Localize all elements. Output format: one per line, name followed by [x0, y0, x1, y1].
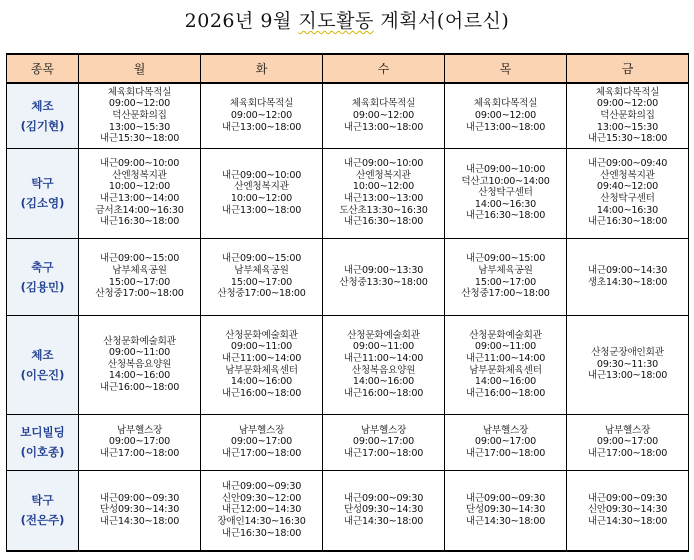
schedule-entry: 내근16:30~18:00 [221, 527, 302, 539]
schedule-entry: 14:00~16:00 [230, 376, 293, 388]
schedule-entry: 덕산문화의집 [600, 109, 655, 121]
schedule-entry: 14:00~16:30 [474, 198, 537, 210]
schedule-entry: 내근09:00~10:00 [465, 164, 546, 176]
instructor-name: (김용민) [20, 279, 65, 294]
instructor-name: (김소영) [20, 196, 65, 210]
table-row [7, 470, 689, 551]
schedule-entry: 산청복음요양원 [107, 358, 172, 370]
schedule-cell [445, 238, 567, 315]
schedule-entry: 내근09:00~09:30 [221, 481, 302, 493]
schedule-entry: 내근17:00~18:00 [587, 447, 668, 459]
schedule-entry: 09:00~17:00 [352, 436, 415, 448]
sport-name: 탁구 [31, 176, 54, 190]
table-row [7, 83, 689, 148]
schedule-entry: 내근16:30~18:00 [343, 216, 424, 228]
schedule-entry: 09:00~12:00 [596, 98, 659, 110]
schedule-entry: 금서초14:00~16:30 [95, 204, 184, 216]
schedule-entry: 남부헬스장 [604, 424, 651, 436]
schedule-cell [201, 148, 323, 238]
schedule-cell [567, 414, 689, 470]
schedule-entry: 내근16:30~18:00 [587, 216, 668, 228]
schedule-entry: 13:00~15:30 [108, 121, 171, 133]
schedule-entry: 14:00~16:00 [474, 376, 537, 388]
header-wednesday: 수 [323, 54, 445, 83]
header-thursday: 목 [445, 54, 567, 83]
schedule-entry: 09:00~11:00 [474, 341, 537, 353]
table-row [7, 414, 689, 470]
schedule-entry: 내근13:00~18:00 [465, 121, 546, 133]
schedule-entry: 산엔청복지관 [234, 181, 289, 193]
schedule-entry: 09:00~12:00 [230, 109, 293, 121]
header-friday: 금 [567, 54, 689, 83]
schedule-entry: 내근14:30~18:00 [343, 516, 424, 528]
schedule-entry: 남부체육공원 [478, 264, 533, 276]
sport-cell [7, 315, 79, 414]
schedule-entry: 09:00~11:00 [352, 341, 415, 353]
schedule-entry: 남부헬스장 [116, 424, 163, 436]
schedule-entry: 09:00~17:00 [230, 436, 293, 448]
schedule-entry: 신안09:30~12:00 [221, 492, 302, 504]
schedule-cell [445, 148, 567, 238]
header-row [7, 54, 689, 83]
schedule-entry: 단성09:30~14:30 [99, 504, 180, 516]
schedule-entry: 남부헬스장 [482, 424, 529, 436]
schedule-entry: 산엔청복지관 [112, 169, 167, 181]
header-tuesday: 화 [201, 54, 323, 83]
schedule-entry: 14:00~16:00 [352, 376, 415, 388]
title-prefix: 2026년 9월 [184, 10, 299, 32]
schedule-cell [79, 414, 201, 470]
schedule-entry: 체육회다목적실 [229, 98, 294, 110]
schedule-table [6, 53, 689, 552]
schedule-entry: 내근11:00~14:00 [343, 352, 424, 364]
schedule-entry: 10:00~12:00 [108, 181, 171, 193]
schedule-entry: 내근09:00~09:30 [465, 492, 546, 504]
schedule-entry: 남부체육공원 [112, 264, 167, 276]
schedule-entry: 덕산문화의집 [112, 109, 167, 121]
schedule-entry: 15:00~17:00 [230, 276, 293, 288]
sport-cell [7, 83, 79, 148]
schedule-entry: 09:00~12:00 [352, 109, 415, 121]
schedule-cell [323, 315, 445, 414]
schedule-entry: 15:00~17:00 [108, 276, 171, 288]
sport-name: 보디빌딩 [20, 425, 65, 439]
schedule-entry: 산청중13:30~18:00 [339, 276, 428, 288]
schedule-entry: 체육회다목적실 [595, 86, 660, 98]
schedule-entry: 내근13:00~18:00 [343, 121, 424, 133]
schedule-cell [323, 238, 445, 315]
sport-cell [7, 148, 79, 238]
schedule-entry: 내근09:00~15:00 [221, 253, 302, 265]
schedule-entry: 내근09:00~13:30 [343, 264, 424, 276]
schedule-entry: 내근15:30~18:00 [587, 133, 668, 145]
schedule-entry: 산엔청복지관 [600, 169, 655, 181]
schedule-cell [79, 83, 201, 148]
schedule-entry: 내근09:00~10:00 [343, 158, 424, 170]
title-suffix: 계획서(어르신) [373, 10, 510, 32]
schedule-cell [323, 470, 445, 551]
schedule-entry: 체육회다목적실 [107, 86, 172, 98]
schedule-entry: 산청군장애인회관 [591, 347, 664, 359]
schedule-entry: 내근09:00~15:00 [99, 253, 180, 265]
schedule-entry: 내근16:30~18:00 [99, 216, 180, 228]
schedule-cell [445, 414, 567, 470]
schedule-entry: 09:00~11:00 [230, 341, 293, 353]
table-row [7, 315, 689, 414]
schedule-entry: 내근09:00~09:40 [587, 158, 668, 170]
schedule-entry: 내근09:00~09:30 [587, 492, 668, 504]
schedule-entry: 10:00~12:00 [230, 193, 293, 204]
schedule-entry: 산청중17:00~18:00 [461, 288, 550, 300]
schedule-entry: 내근11:00~14:00 [465, 352, 546, 364]
header-monday: 월 [79, 54, 201, 83]
schedule-entry: 생초14:30~18:00 [587, 276, 668, 288]
schedule-cell [567, 470, 689, 551]
sport-cell [7, 238, 79, 315]
schedule-entry: 내근16:00~18:00 [465, 387, 546, 399]
schedule-entry: 내근09:00~10:00 [99, 158, 180, 170]
schedule-entry: 남부헬스장 [360, 424, 407, 436]
schedule-body [7, 83, 689, 551]
schedule-entry: 내근16:00~18:00 [221, 387, 302, 399]
schedule-entry: 산청복음요양원 [351, 364, 416, 376]
document-title [0, 6, 694, 33]
schedule-cell [323, 148, 445, 238]
table-row [7, 238, 689, 315]
schedule-entry: 내근17:00~18:00 [343, 447, 424, 459]
schedule-entry: 체육회다목적실 [473, 98, 538, 110]
schedule-entry: 단성09:30~14:30 [343, 504, 424, 516]
instructor-name: (전은주) [20, 513, 65, 528]
table-row [7, 148, 689, 238]
schedule-cell [567, 148, 689, 238]
schedule-entry: 남부문화체육센터 [469, 364, 542, 376]
sport-name: 탁구 [31, 493, 54, 508]
schedule-entry: 산청문화예술회관 [225, 329, 298, 341]
schedule-entry: 산청탁구센터 [478, 187, 533, 199]
schedule-entry: 신안09:30~14:30 [587, 504, 668, 516]
schedule-entry: 내근13:00~13:00 [343, 193, 424, 204]
schedule-entry: 09:00~12:00 [474, 109, 537, 121]
sport-name: 체조 [31, 347, 54, 362]
schedule-entry: 내근16:00~18:00 [343, 387, 424, 399]
schedule-entry: 09:00~17:00 [596, 436, 659, 448]
schedule-cell [201, 315, 323, 414]
schedule-entry: 09:40~12:00 [596, 181, 659, 193]
schedule-entry: 산청문화예술회관 [469, 329, 542, 341]
schedule-entry: 09:00~11:00 [108, 347, 171, 359]
schedule-entry: 산청문화예술회관 [103, 335, 176, 347]
schedule-cell [79, 148, 201, 238]
schedule-cell [567, 83, 689, 148]
schedule-entry: 내근11:00~14:00 [221, 352, 302, 364]
schedule-entry: 내근14:30~18:00 [465, 516, 546, 528]
schedule-entry: 산청문화예술회관 [347, 329, 420, 341]
schedule-entry: 내근09:00~09:30 [99, 492, 180, 504]
schedule-entry: 내근14:30~18:00 [587, 516, 668, 528]
schedule-cell [567, 238, 689, 315]
schedule-entry: 09:30~11:30 [596, 358, 659, 370]
schedule-cell [201, 238, 323, 315]
schedule-entry: 내근09:00~15:00 [465, 253, 546, 265]
schedule-entry: 내근17:00~18:00 [99, 447, 180, 459]
schedule-entry: 체육회다목적실 [351, 98, 416, 110]
schedule-entry: 도산초13:30~16:30 [339, 204, 428, 216]
schedule-entry: 내근13:00~18:00 [221, 204, 302, 216]
schedule-entry: 덕산고10:00~14:00 [461, 175, 550, 187]
schedule-entry: 내근12:00~14:30 [221, 504, 302, 516]
schedule-entry: 14:00~16:30 [596, 204, 659, 216]
schedule-entry: 09:00~12:00 [108, 98, 171, 110]
schedule-entry: 단성09:30~14:30 [465, 504, 546, 516]
schedule-entry: 내근13:00~18:00 [221, 121, 302, 133]
schedule-entry: 내근13:00~18:00 [587, 370, 668, 382]
schedule-cell [323, 83, 445, 148]
schedule-entry: 13:00~15:30 [596, 121, 659, 133]
schedule-cell [445, 83, 567, 148]
schedule-entry: 내근09:00~14:30 [587, 264, 668, 276]
schedule-entry: 내근16:30~18:00 [465, 210, 546, 222]
schedule-entry: 내근15:30~18:00 [99, 133, 180, 145]
schedule-entry: 남부헬스장 [238, 424, 285, 436]
schedule-cell [201, 83, 323, 148]
sport-cell [7, 414, 79, 470]
schedule-entry: 10:00~12:00 [352, 181, 415, 193]
schedule-entry: 산청탁구센터 [600, 193, 655, 204]
schedule-entry: 내근13:00~14:00 [99, 193, 180, 204]
schedule-cell [201, 414, 323, 470]
instructor-name: (이은진) [20, 367, 65, 382]
schedule-entry: 내근17:00~18:00 [465, 447, 546, 459]
schedule-entry: 남부체육공원 [234, 264, 289, 276]
schedule-cell [201, 470, 323, 551]
schedule-entry: 내근09:00~09:30 [343, 492, 424, 504]
sport-name: 축구 [31, 259, 54, 274]
schedule-entry: 산청중17:00~18:00 [217, 288, 306, 300]
schedule-entry: 내근09:00~10:00 [221, 169, 302, 181]
schedule-cell [323, 414, 445, 470]
schedule-entry: 09:00~17:00 [474, 436, 537, 448]
instructor-name: (김기현) [20, 118, 65, 133]
schedule-cell [79, 470, 201, 551]
instructor-name: (이호종) [20, 445, 65, 459]
schedule-entry: 09:00~17:00 [108, 436, 171, 448]
schedule-cell [79, 315, 201, 414]
schedule-cell [445, 315, 567, 414]
schedule-entry: 산청중17:00~18:00 [95, 288, 184, 300]
sport-name: 체조 [31, 98, 54, 113]
title-underlined-word: 지도활동 [298, 10, 374, 32]
header-sport: 종목 [7, 54, 79, 83]
schedule-cell [567, 315, 689, 414]
schedule-entry: 내근17:00~18:00 [221, 447, 302, 459]
schedule-cell [79, 238, 201, 315]
schedule-entry: 산엔청복지관 [356, 169, 411, 181]
schedule-entry: 14:00~16:00 [108, 370, 171, 382]
schedule-cell [445, 470, 567, 551]
schedule-entry: 내근16:00~18:00 [99, 381, 180, 393]
sport-cell [7, 470, 79, 551]
schedule-entry: 내근14:30~18:00 [99, 516, 180, 528]
schedule-entry: 15:00~17:00 [474, 276, 537, 288]
schedule-entry: 장애인14:30~16:30 [217, 516, 306, 528]
schedule-entry: 남부문화체육센터 [225, 364, 298, 376]
